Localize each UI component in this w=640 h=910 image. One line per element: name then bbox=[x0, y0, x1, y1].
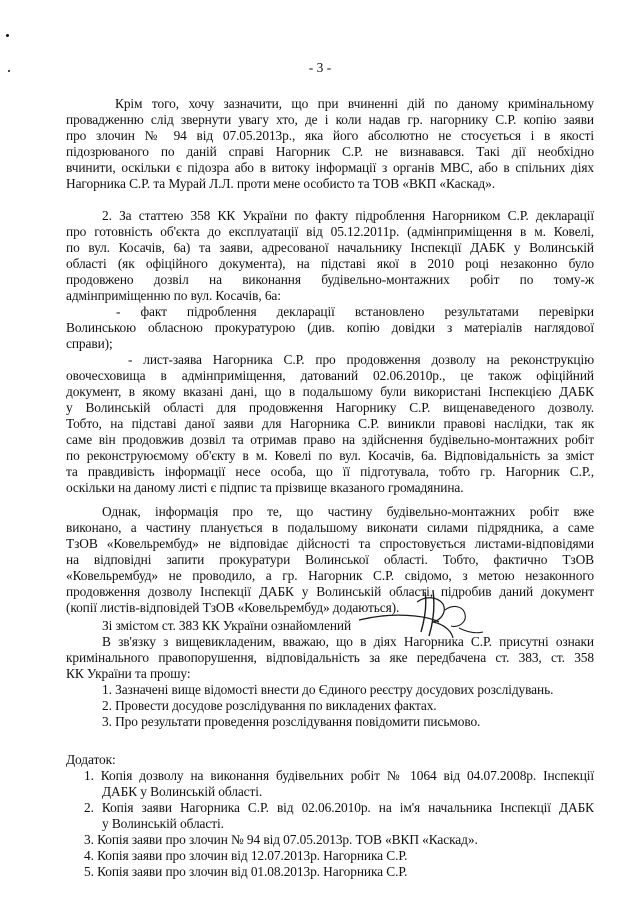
text-line: - факт підроблення декларації встановлено результатами перевірки bbox=[116, 304, 594, 319]
text-line: продовжено дозвіл на виконання будівельно-монтажних робіт по тому-ж bbox=[66, 272, 594, 287]
text-line: вчинити, оскільки є підозра або в витоку інформації з органів МВС, або в спільних діях bbox=[66, 160, 594, 175]
text-line: області (як офіційного документа), на підставі якої в 2010 році незаконно було bbox=[66, 256, 594, 271]
text-line: підозрюваного по даній справі Нагорник С.Р. не визнавався. Такі дії необхідно bbox=[66, 144, 594, 159]
text-line: 1. Копія дозволу на виконання будівельних робіт № 1064 від 04.07.2008р. Інспекції bbox=[84, 768, 594, 783]
text-line: - лист-заява Нагорника С.Р. про продовження дозволу на реконструкцію bbox=[128, 352, 594, 367]
text-line: 4. Копія заяви про злочин від 12.07.2013р. Нагорника С.Р. bbox=[84, 848, 408, 863]
text-line: В зв'язку з вищевикладеним, вважаю, що в діях Нагорника С.Р. присутні ознаки bbox=[102, 634, 594, 649]
text-line: адмінприміщенню по вул. Косачів, 6а: bbox=[66, 288, 281, 303]
text-line: та правдивість інформації несе особа, що її підготувала, тобто гр. Нагорник С.Р., bbox=[66, 464, 594, 479]
text-line: 1. Зазначені вище відомості внести до Єдиного реєстру досудових розслідувань. bbox=[102, 682, 554, 697]
text-line: «Ковельрембуд» не проводило, а гр. Нагорник С.Р. свідомо, з метою незаконного bbox=[66, 568, 594, 583]
text-line: Волинською обласною прокуратурою (див. копію довідки з матеріалів наглядової bbox=[66, 320, 594, 335]
text-line: Зі змістом ст. 383 КК України ознайомлений bbox=[102, 618, 352, 633]
text-line: провадженню слід звернути увагу хто, де і коли надав гр. нагорнику С.Р. копію заяви bbox=[66, 112, 594, 127]
text-line: 2. Копія заяви Нагорника С.Р. від 02.06.2010р. на ім'я начальника Інспекції ДАБК bbox=[84, 800, 594, 815]
text-line: 5. Копія заяви про злочин від 01.08.2013р. Нагорника С.Р. bbox=[84, 864, 408, 879]
text-line: 2. За статтею 358 КК України по факту підроблення Нагорником С.Р. декларації bbox=[102, 208, 594, 223]
text-line: КК України та прошу: bbox=[66, 666, 191, 681]
text-line: Додаток: bbox=[66, 752, 116, 767]
text-line: 2. Провести досудове розслідування по викладених фактах. bbox=[102, 698, 437, 713]
scan-speck bbox=[6, 34, 9, 37]
text-line: Нагорника С.Р. та Мурай Л.Л. проти мене особисто та ТОВ «ВКП «Каскад». bbox=[66, 176, 495, 191]
text-line: саме він продовжив дозвіл та отримав право на здійснення будівельно-монтажних робіт bbox=[66, 432, 594, 447]
text-line: Крім того, хочу зазначити, що при вчиненні дій по даному кримінальному bbox=[115, 96, 594, 111]
text-line: кримінального правопорушення, відповідальність за яке передбачена ст. 383, ст. 358 bbox=[66, 650, 594, 665]
text-line: овочесховища в адмінприміщення, датований 02.06.2010р., це також офіційний bbox=[66, 368, 594, 383]
text-line: у Волинській області для продовження Нагорнику С.Р. вищенаведеного дозволу. bbox=[66, 400, 594, 415]
text-line: по вул. Косачів, 6а) та заяви, адресованої начальнику Інспекції ДАБК у Волинській bbox=[66, 240, 594, 255]
text-line: по реконструюємому об'єкту в м. Ковелі по вул. Косачів, 6а. Відповідальність за зміст bbox=[66, 448, 594, 463]
text-line: продовження дозволу Інспекції ДАБК у Волинській області, підробив даний документ bbox=[66, 584, 594, 599]
text-line: оскільки на даному листі є підпис та прізвище вказаного громадянина. bbox=[66, 480, 464, 495]
text-line: документ, в якому вказані дані, що в подальшому були використані Інспекцією ДАБК bbox=[66, 384, 594, 399]
text-line: (копії листів-відповідей ТзОВ «Ковельрембуд» додаються). bbox=[66, 600, 400, 615]
text-line: ТзОВ «Ковельрембуд» не відповідає дійсності та спростовується листами-відповідями bbox=[66, 536, 594, 551]
text-line: 3. Про результати проведення розслідування повідомити письмово. bbox=[102, 714, 481, 729]
text-line: ДАБК у Волинській області. bbox=[102, 784, 263, 799]
text-line: про готовність об'єкта до експлуатації від 05.12.2011р. (адмінприміщення в м. Ковелі, bbox=[66, 224, 594, 239]
text-line: про злочин № 94 від 07.05.2013р., яка його абсолютно не стосується і в якості bbox=[66, 128, 594, 143]
handwritten-signature bbox=[355, 580, 505, 650]
text-line: на відповідні запити прокуратури Волинської області. Тобто, фактично ТзОВ bbox=[66, 552, 594, 567]
text-line: 3. Копія заяви про злочин № 94 від 07.05.2013р. ТОВ «ВКП «Каскад». bbox=[84, 832, 478, 847]
text-line: у Волинській області. bbox=[102, 816, 224, 831]
text-line: справи); bbox=[66, 336, 113, 351]
text-line: Однак, інформація про те, що частину будівельно-монтажних робіт вже bbox=[102, 504, 594, 519]
text-line: виконано, а частину планується в подальшому виконати силами підрядника, а саме bbox=[66, 520, 594, 535]
page-number: - 3 - bbox=[308, 60, 332, 75]
text-line: Тобто, на підставі даної заяви для Нагорника С.Р. виникли правові наслідки, так як bbox=[66, 416, 594, 431]
